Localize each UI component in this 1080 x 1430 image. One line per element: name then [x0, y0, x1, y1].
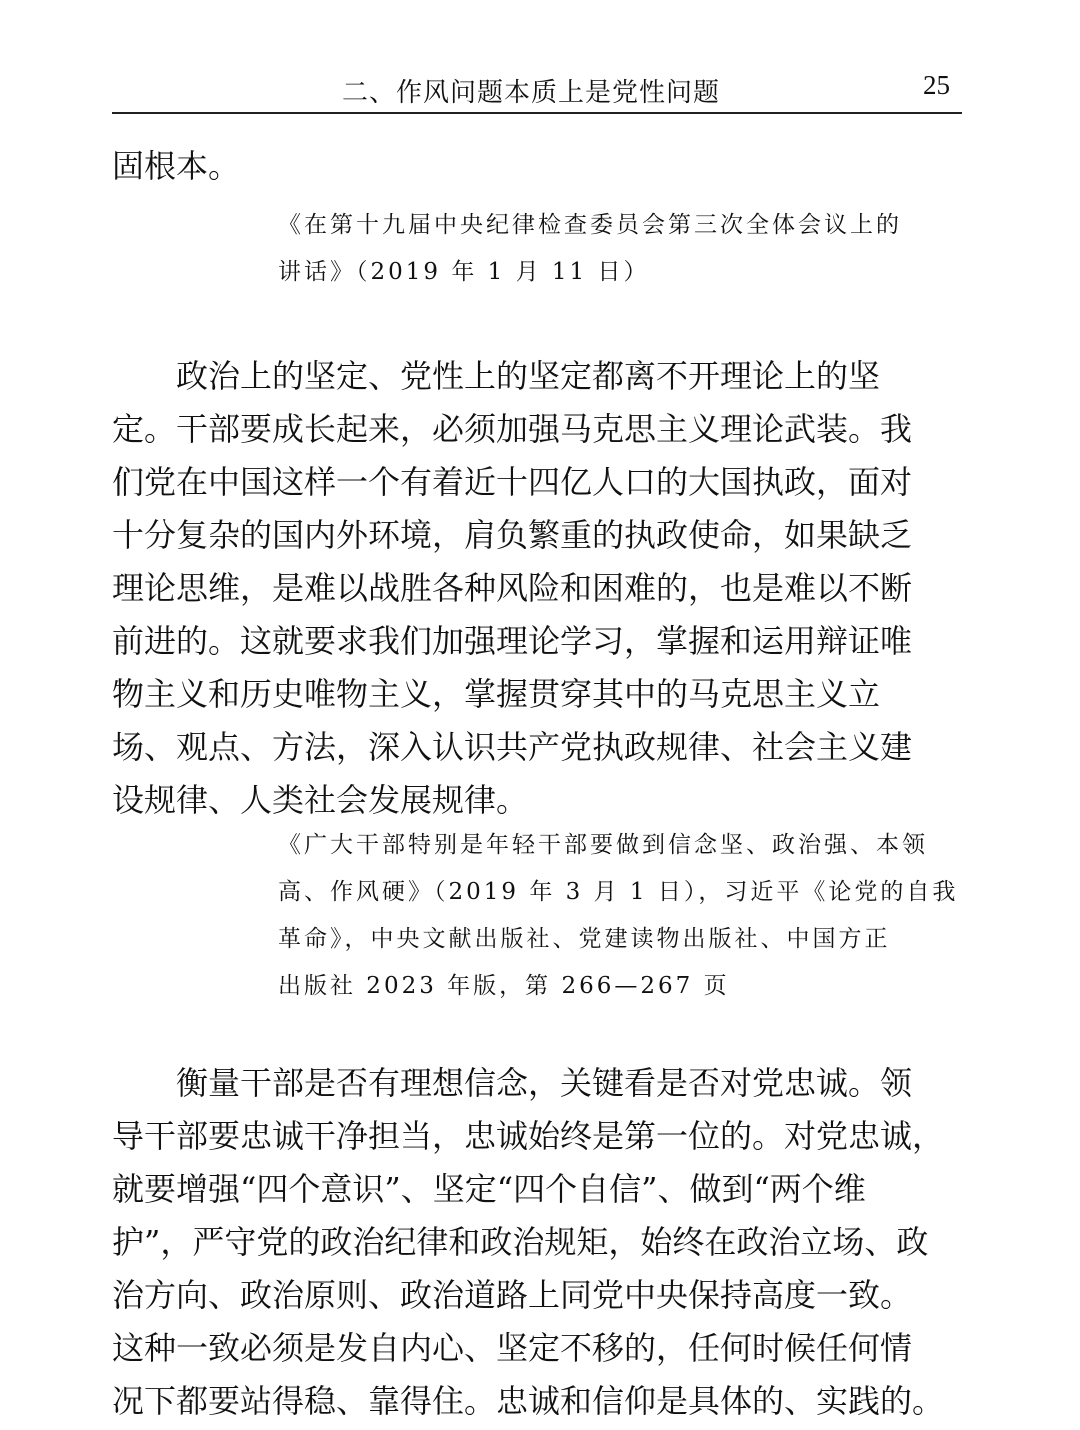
text-line: 前进的。这就要求我们加强理论学习，掌握和运用辩证唯	[112, 622, 913, 660]
text-line: 固根本。	[112, 147, 241, 185]
text-line: 治方向、政治原则、政治道路上同党中央保持高度一致。	[112, 1276, 913, 1314]
citation-line: 高、作风硬》（2019 年 3 月 1 日），习近平《论党的自我	[278, 879, 959, 905]
text-line: 就要增强“四个意识”、坚定“四个自信”、做到“两个维	[112, 1170, 866, 1208]
source-citation-1	[278, 202, 968, 296]
text-line: 十分复杂的国内外环境，肩负繁重的执政使命，如果缺乏	[112, 516, 913, 554]
citation-line: 出版社 2023 年版，第 266—267 页	[278, 973, 730, 999]
text-line: 况下都要站得稳、靠得住。忠诚和信仰是具体的、实践的。	[112, 1382, 945, 1420]
paragraph-continuation	[112, 140, 962, 193]
text-line: 理论思维，是难以战胜各种风险和困难的，也是难以不断	[112, 569, 913, 607]
running-header	[112, 68, 962, 114]
text-line: 定。干部要成长起来，必须加强马克思主义理论武装。我	[112, 410, 913, 448]
text-line: 们党在中国这样一个有着近十四亿人口的大国执政，面对	[112, 463, 913, 501]
chapter-title: 二、作风问题本质上是党性问题	[342, 78, 721, 108]
text-line: 衡量干部是否有理想信念，关键看是否对党忠诚。领	[112, 1064, 913, 1102]
text-line: 设规律、人类社会发展规律。	[112, 781, 529, 819]
text-line: 政治上的坚定、党性上的坚定都离不开理论上的坚	[112, 357, 881, 395]
citation-line: 革命》，中央文献出版社、党建读物出版社、中国方正	[278, 926, 891, 952]
text-line: 导干部要忠诚干净担当，忠诚始终是第一位的。对党忠诚，	[112, 1117, 945, 1155]
source-citation-2	[278, 822, 968, 1010]
citation-line: 《在第十九届中央纪律检查委员会第三次全体会议上的	[278, 212, 902, 238]
text-line: 场、观点、方法，深入认识共产党执政规律、社会主义建	[112, 728, 913, 766]
text-line: 护”，严守党的政治纪律和政治规矩，始终在政治立场、政	[112, 1223, 929, 1261]
citation-line: 讲话》（2019 年 1 月 11 日）	[278, 259, 650, 285]
text-line: 物主义和历史唯物主义，掌握贯穿其中的马克思主义立	[112, 675, 881, 713]
text-line: 这种一致必须是发自内心、坚定不移的，任何时候任何情	[112, 1329, 913, 1367]
paragraph-theory	[112, 350, 962, 827]
paragraph-loyalty	[112, 1057, 962, 1428]
page-number: 25	[923, 70, 950, 100]
citation-line: 《广大干部特别是年轻干部要做到信念坚、政治强、本领	[278, 832, 928, 858]
